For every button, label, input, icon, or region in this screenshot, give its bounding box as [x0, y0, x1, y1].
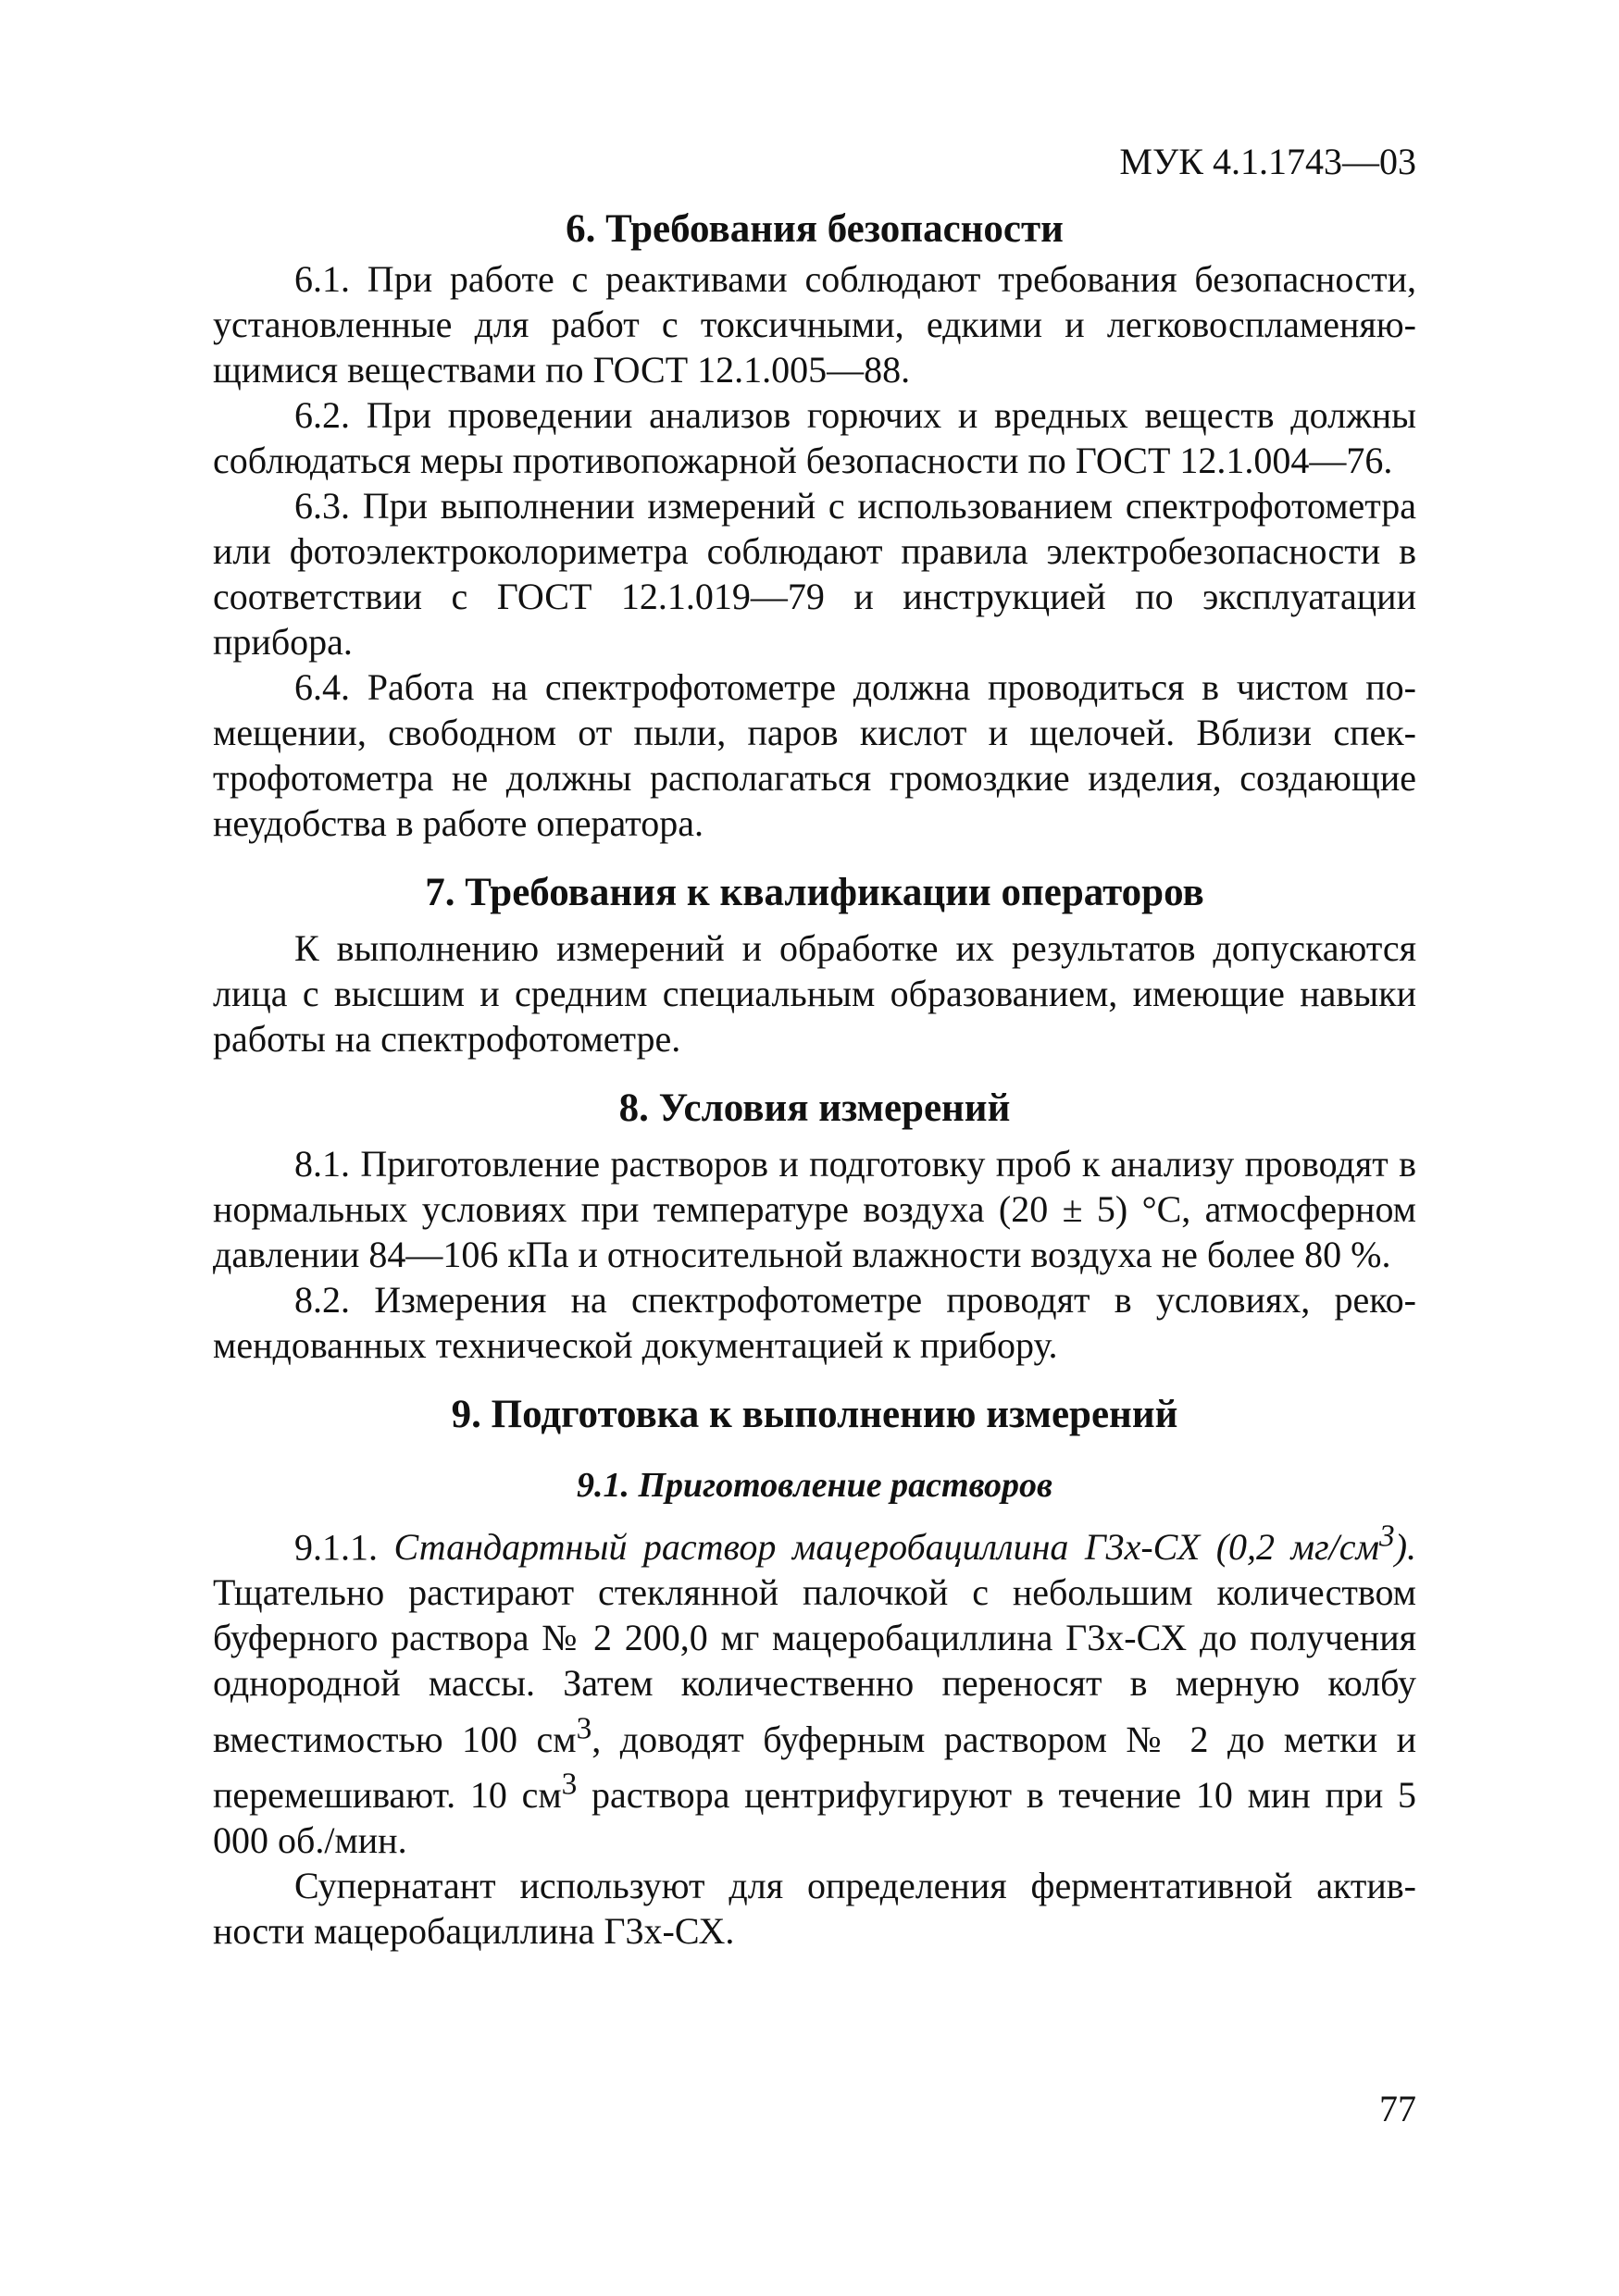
- section-9-title: 9. Подготовка к выполнению измерений: [451, 1393, 1178, 1436]
- superscript: 3: [1379, 1520, 1395, 1554]
- paragraph-8-1: 8.1. Приготовление растворов и подготовку проб к анализу проводят в нормальных условиях при температуре воздуха (20 ± 5) °С, атмосферном давлении 84—106 кПа и относительной влажности воздуха не более 80 %.: [213, 1143, 1416, 1275]
- paragraph-6-1: 6.1. При работе с реактивами соблюдают требования безопасности, установленные для работ с токсичными, едкими и легковоспламеняющимися веществами по ГОСТ 12.1.005—88.: [213, 258, 1416, 391]
- solution-title: Стандартный раствор мацеробациллина Г3х-СХ (0,2 $мг/см^3$).: [393, 1520, 1417, 1569]
- paragraph-9-1-1-supernatant: Супернатант используют для определения ферментативной активности мацеробациллина Г3х-СХ.: [213, 1864, 1416, 1952]
- document-page: [213, 139, 1416, 1954]
- paragraph-number: 9.1.1.: [294, 1526, 378, 1569]
- paragraph-7: К выполнению измерений и обработке их результатов допускаются лица с высшим и средним специальным образованием, имеющие навыки работы на спектрофотометре.: [213, 927, 1416, 1060]
- section-8-title: 8. Условия измерений: [618, 1086, 1011, 1130]
- subsection-9-1-title: 9.1. Приготовление растворов: [576, 1466, 1053, 1505]
- procedure-text: Тщательно растирают стеклянной палочкой с небольшим количеством буферного раствора № 2 200,0 мг мацеробациллина Г3х-СХ до получения однородной массы. Затем количественно переносят в мерную колбу вместимостью 100 $см^3$, доводят буферным раствором № 2 до метки и перемешивают. 10 $см^3$ раствора центрифугируют в течение 10 мин при 5 000 об./мин.: [213, 1571, 1417, 1861]
- paragraph-6-3: 6.3. При выполнении измерений с использованием спектрофотометра или фотоэлектроколориметра соблюдают правила электробезопасности в соответствии с ГОСТ 12.1.019—79 и инструкцией по эксплуатации прибора.: [213, 485, 1416, 663]
- section-6-title: 6. Требования безопасности: [566, 207, 1064, 251]
- document-code: МУК 4.1.1743—03: [1119, 141, 1416, 182]
- superscript: 3: [561, 1767, 578, 1802]
- paragraph-6-2: 6.2. При проведении анализов горючих и вредных веществ должны соблюдаться меры противопожарной безопасности по ГОСТ 12.1.004—76.: [213, 394, 1416, 481]
- section-7-title: 7. Требования к квалификации операторов: [425, 871, 1204, 914]
- page-number: 77: [1379, 2088, 1416, 2129]
- paragraph-9-1-1: [213, 1514, 1416, 1863]
- superscript: 3: [576, 1711, 592, 1746]
- paragraph-8-2: 8.2. Измерения на спектрофотометре проводят в условиях, рекомендованных технической документацией к прибору.: [213, 1279, 1416, 1366]
- paragraph-6-4: 6.4. Работа на спектрофотометре должна проводиться в чистом помещении, свободном от пыли, паров кислот и щелочей. Вблизи спектрофотометра не должны располагаться громоздкие изделия, создающие неудобства в работе оператора.: [213, 666, 1416, 844]
